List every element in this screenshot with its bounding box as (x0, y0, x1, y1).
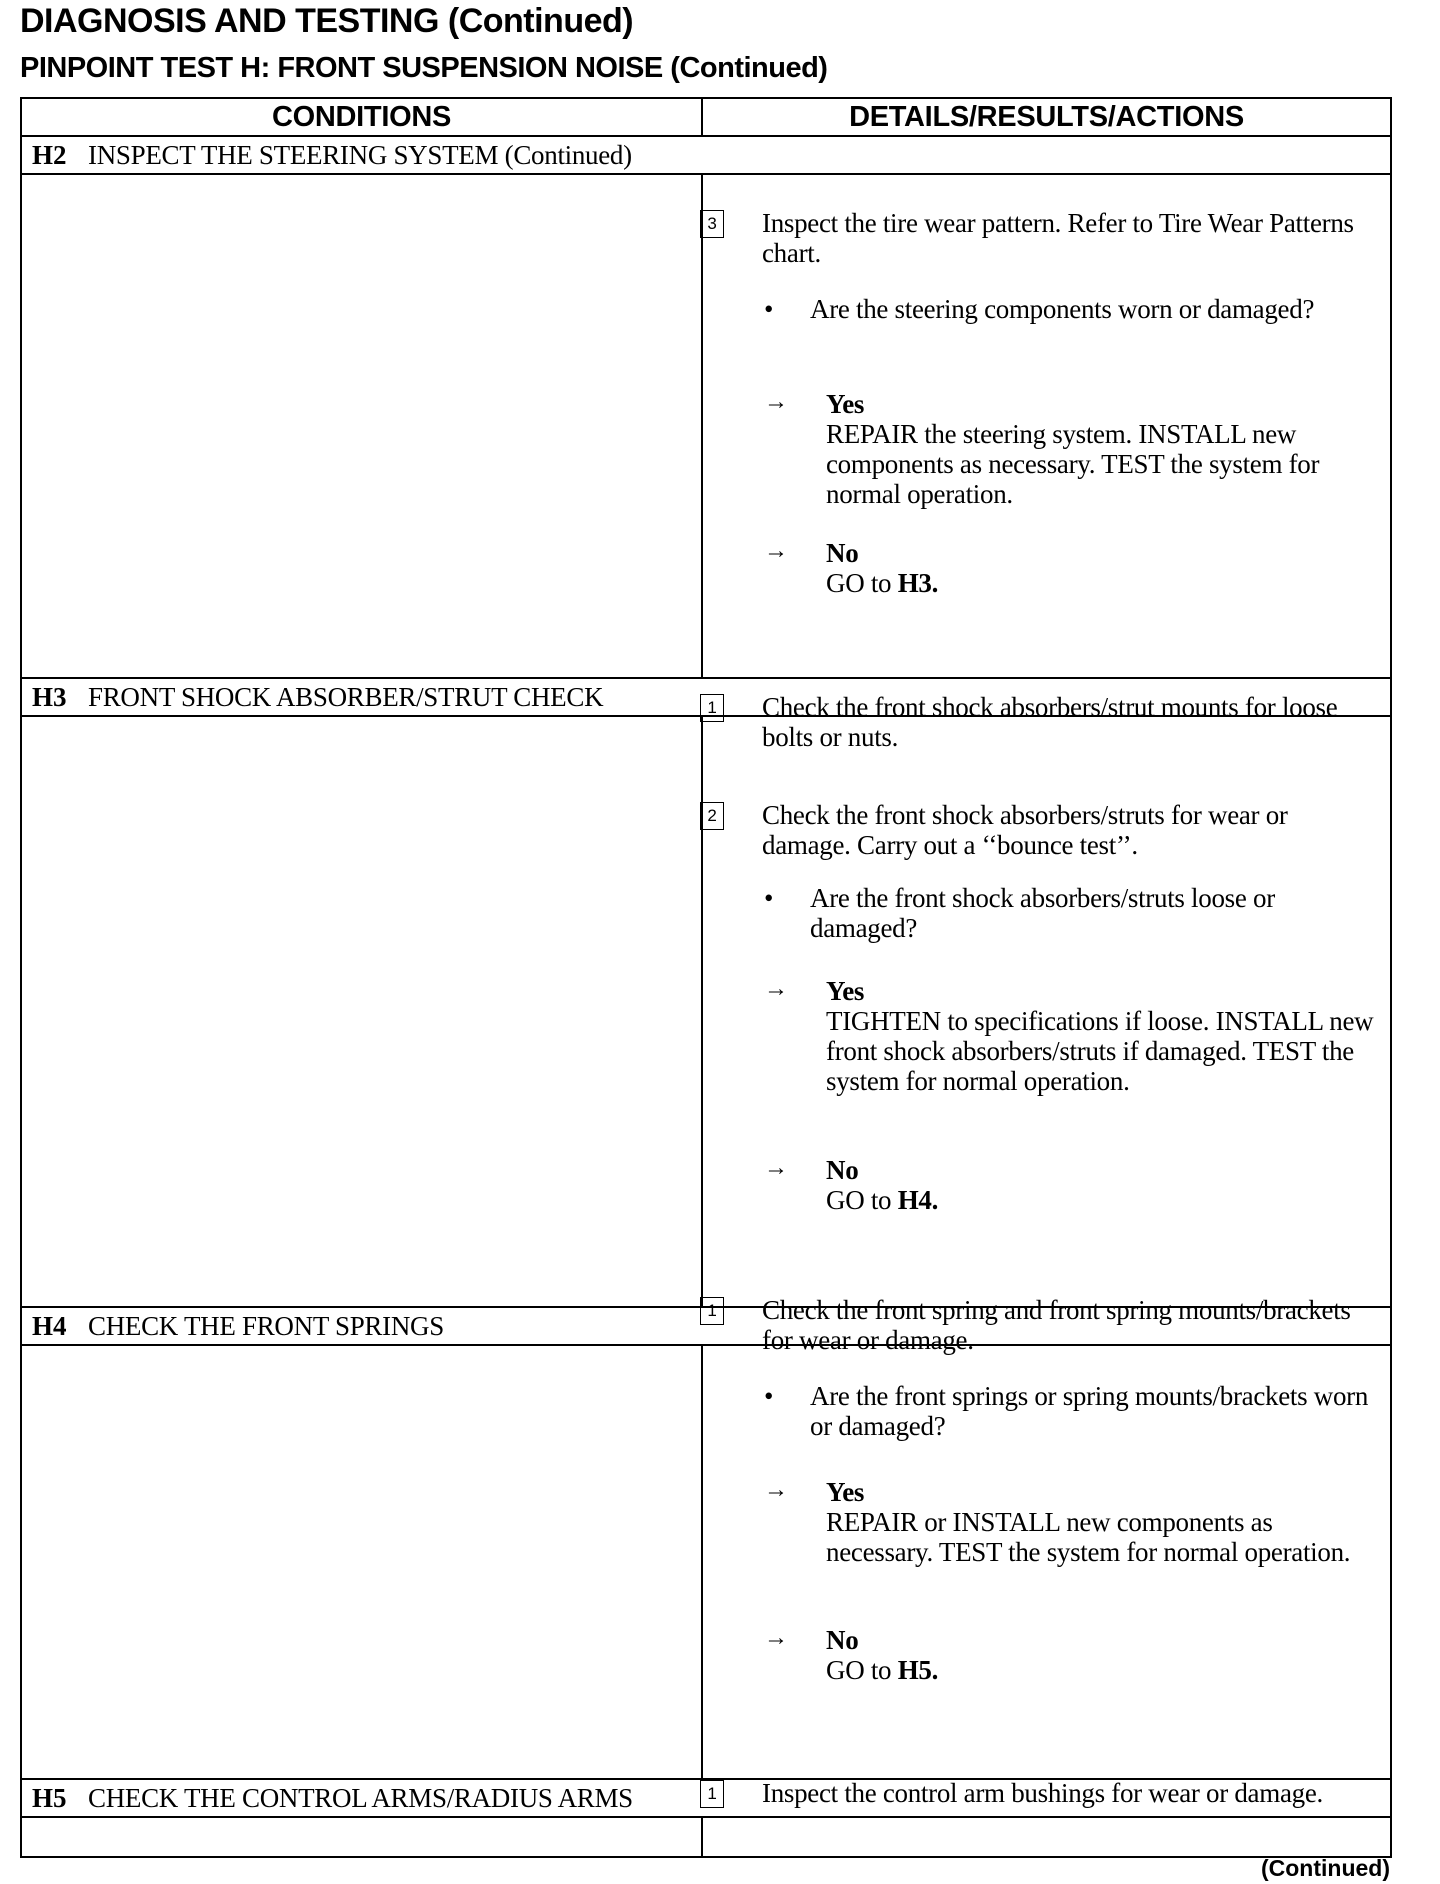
answer-label: No (826, 1155, 859, 1185)
h3-answer-yes (764, 976, 1384, 1096)
answer-label: Yes (826, 389, 865, 419)
section-row-h2 (22, 137, 1390, 175)
h4-step-1 (700, 1295, 1370, 1355)
step-number-box: 1 (700, 1297, 724, 1325)
h4-answer-no (764, 1625, 1384, 1685)
h4-question (764, 1381, 1384, 1441)
section-id: H4 (32, 1310, 67, 1341)
goto-target: H3. (897, 568, 939, 598)
bullet-icon: • (764, 883, 774, 913)
answer-text: REPAIR or INSTALL new components as necessary. TEST the system for normal operation. (826, 1507, 1351, 1567)
goto-target: H5. (897, 1655, 939, 1685)
h2-answer-no (764, 538, 1384, 598)
table-header-row (22, 99, 1390, 137)
h3-question (764, 883, 1384, 943)
arrow-right-icon: → (764, 538, 788, 564)
h4-answer-yes (764, 1477, 1384, 1567)
arrow-right-icon: → (764, 1625, 788, 1651)
step-text: Check the front spring and front spring mounts/brackets for wear or damage. (762, 1295, 1351, 1355)
section-title: CHECK THE CONTROL ARMS/RADIUS ARMS (88, 1782, 633, 1813)
answer-text: GO to H4. (826, 1185, 939, 1215)
answer-text: GO to H5. (826, 1655, 939, 1685)
h2-step-3 (700, 208, 1370, 268)
column-divider (701, 99, 703, 137)
section-title: INSPECT THE STEERING SYSTEM (Continued) (88, 139, 632, 170)
step-number-box: 3 (700, 210, 724, 238)
column-divider (701, 1818, 703, 1858)
step-text: Inspect the tire wear pattern. Refer to Tire Wear Patterns chart. (762, 208, 1354, 268)
answer-label: Yes (826, 1477, 865, 1507)
question-text: Are the steering components worn or damaged? (810, 294, 1315, 324)
arrow-right-icon: → (764, 389, 788, 415)
step-text: Check the front shock absorbers/strut mounts for loose bolts or nuts. (762, 692, 1338, 752)
section-title: CHECK THE FRONT SPRINGS (88, 1310, 444, 1341)
h3-answer-no (764, 1155, 1384, 1215)
step-text: Inspect the control arm bushings for wear or damage. (762, 1778, 1323, 1808)
test-title: PINPOINT TEST H: FRONT SUSPENSION NOISE (Continued) (20, 52, 828, 84)
arrow-right-icon: → (764, 1155, 788, 1181)
section-id: H3 (32, 681, 67, 712)
page-title: DIAGNOSIS AND TESTING (Continued) (20, 2, 634, 40)
section-title: FRONT SHOCK ABSORBER/STRUT CHECK (88, 681, 604, 712)
h2-question (764, 294, 1384, 324)
h3-step-2 (700, 800, 1370, 860)
bullet-icon: • (764, 1381, 774, 1411)
answer-label: No (826, 538, 859, 568)
section-id: H5 (32, 1782, 67, 1813)
question-text: Are the front shock absorbers/struts loose or damaged? (810, 883, 1275, 943)
step-number-box: 2 (700, 802, 724, 830)
h3-step-1 (700, 692, 1370, 752)
goto-target: H4. (897, 1185, 939, 1215)
column-header-details: DETAILS/RESULTS/ACTIONS (849, 100, 1244, 133)
answer-text: GO to H3. (826, 568, 939, 598)
h5-step-1 (700, 1778, 1370, 1808)
section-id: H2 (32, 139, 67, 170)
step-number-box: 1 (700, 1780, 724, 1808)
answer-label: No (826, 1625, 859, 1655)
continued-footer: (Continued) (1260, 1855, 1390, 1881)
question-text: Are the front springs or spring mounts/brackets worn or damaged? (810, 1381, 1369, 1441)
answer-text: TIGHTEN to specifications if loose. INSTALL new front shock absorbers/struts if damaged. TEST the system for normal operation. (826, 1006, 1374, 1096)
arrow-right-icon: → (764, 1477, 788, 1503)
step-text: Check the front shock absorbers/struts for wear or damage. Carry out a ‘‘bounce test’’. (762, 800, 1288, 860)
column-divider (701, 1346, 703, 1780)
answer-label: Yes (826, 976, 865, 1006)
answer-text: REPAIR the steering system. INSTALL new components as necessary. TEST the system for normal operation. (826, 419, 1320, 509)
column-header-conditions: CONDITIONS (271, 100, 452, 133)
arrow-right-icon: → (764, 976, 788, 1002)
h2-answer-yes (764, 389, 1384, 509)
step-number-box: 1 (700, 694, 724, 722)
bullet-icon: • (764, 294, 774, 324)
